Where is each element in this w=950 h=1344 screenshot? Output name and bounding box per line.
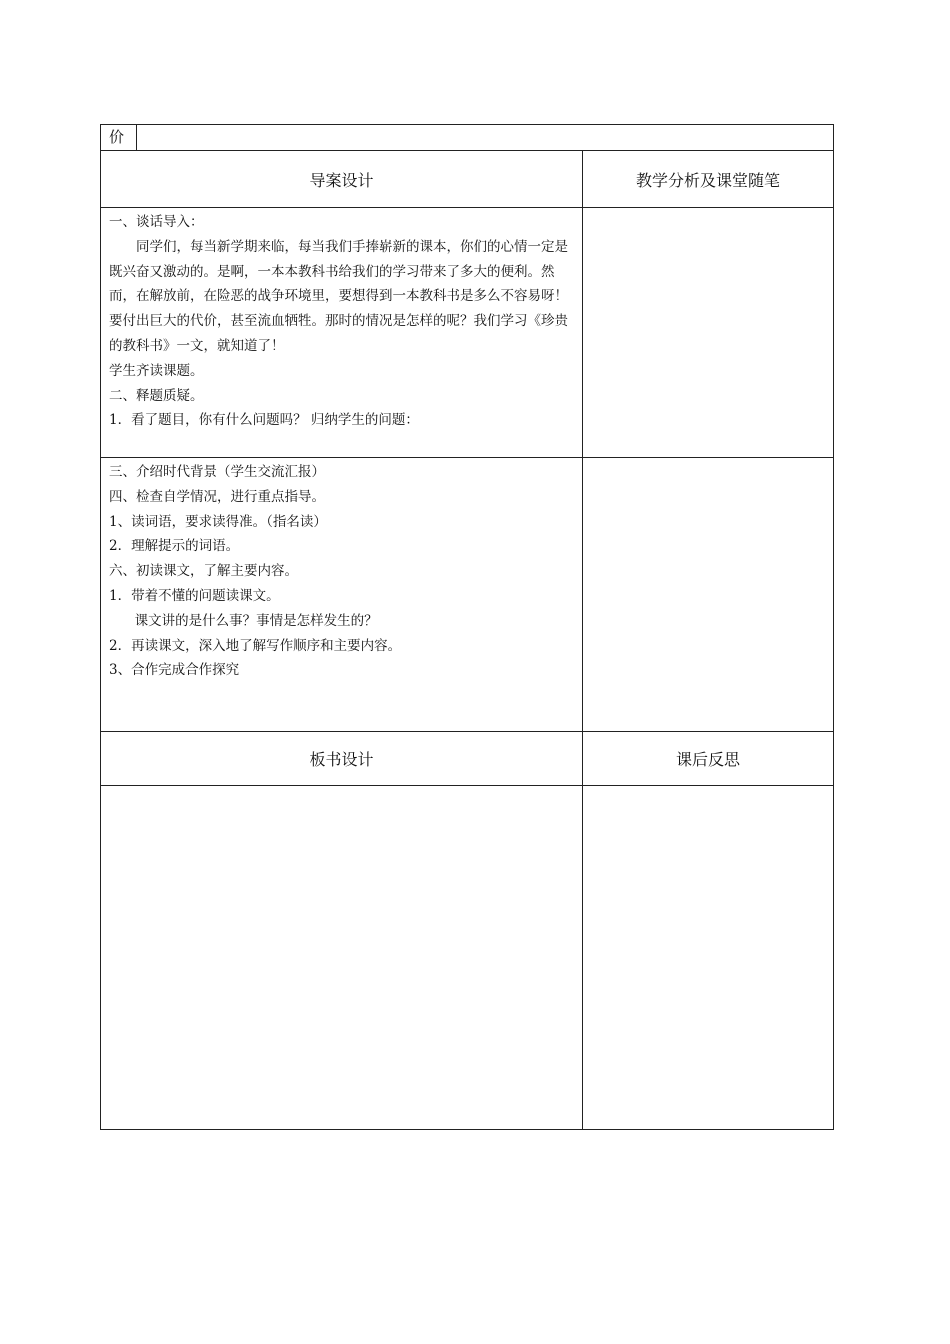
analysis-content-cell-1 — [583, 208, 834, 458]
design-row-1 — [101, 208, 834, 458]
bottom-header-row — [101, 732, 834, 786]
board-design-header: 板书设计 — [309, 750, 374, 769]
bottom-content-row — [101, 786, 834, 1130]
evaluation-content-cell — [137, 125, 834, 151]
text-line: 2．再读课文，深入地了解写作顺序和主要内容。 — [109, 637, 402, 654]
evaluation-row — [101, 125, 834, 151]
design-content-cell-1 — [101, 208, 583, 458]
main-header-row — [101, 151, 834, 208]
board-design-content-cell — [101, 786, 583, 1130]
text-line: 1．看了题目，你有什么问题吗？ 归纳学生的问题： — [109, 412, 419, 429]
text-line: 1．带着不懂的问题读课文。 — [109, 587, 280, 604]
board-header-cell — [101, 732, 583, 786]
section-heading: 三、介绍时代背景（学生交流汇报） — [109, 464, 325, 480]
text-line: 1、读词语，要求读得准。（指名读） — [109, 513, 327, 530]
lesson-plan-table — [100, 124, 834, 1130]
design-content-cell-2 — [101, 458, 583, 732]
analysis-header-cell — [583, 151, 834, 208]
reflection-header: 课后反思 — [675, 750, 740, 769]
reflection-content-cell — [583, 786, 834, 1130]
text-line: 课文讲的是什么事？事情是怎样发生的？ — [134, 612, 378, 629]
section-heading: 一、谈话导入： — [109, 214, 204, 230]
section-heading: 六、初读课文，了解主要内容。 — [109, 563, 298, 580]
design-header-cell — [101, 151, 583, 208]
section-heading: 二、释题质疑。 — [109, 387, 204, 404]
text-line: 学生齐读课题。 — [109, 362, 204, 379]
analysis-header: 教学分析及课堂随笔 — [635, 170, 780, 190]
paragraph: 同学们，每当新学期来临，每当我们手捧崭新的课本，你们的心情一定是既兴奋又激动的。是啊，一本本教科书给我们的学习带来了多大的便利。然而，在解放前，在险恶的战争环境里，要想得到一本教科书是多么不容易呀！要付出巨大的代价，甚至流血牺牲。那时的情况是怎样的呢？我们学习《珍贵的教科书》一文，就知道了！ — [109, 238, 568, 354]
text-line: 3、合作完成合作探究 — [109, 662, 240, 679]
text-line: 2．理解提示的词语。 — [109, 538, 240, 555]
section-heading: 四、检查自学情况，进行重点指导。 — [109, 488, 325, 505]
evaluation-label: 价 — [109, 128, 125, 146]
evaluation-label-cell — [101, 125, 137, 151]
reflection-header-cell — [583, 732, 834, 786]
design-row-2 — [101, 458, 834, 732]
analysis-content-cell-2 — [583, 458, 834, 732]
design-header: 导案设计 — [309, 170, 374, 190]
